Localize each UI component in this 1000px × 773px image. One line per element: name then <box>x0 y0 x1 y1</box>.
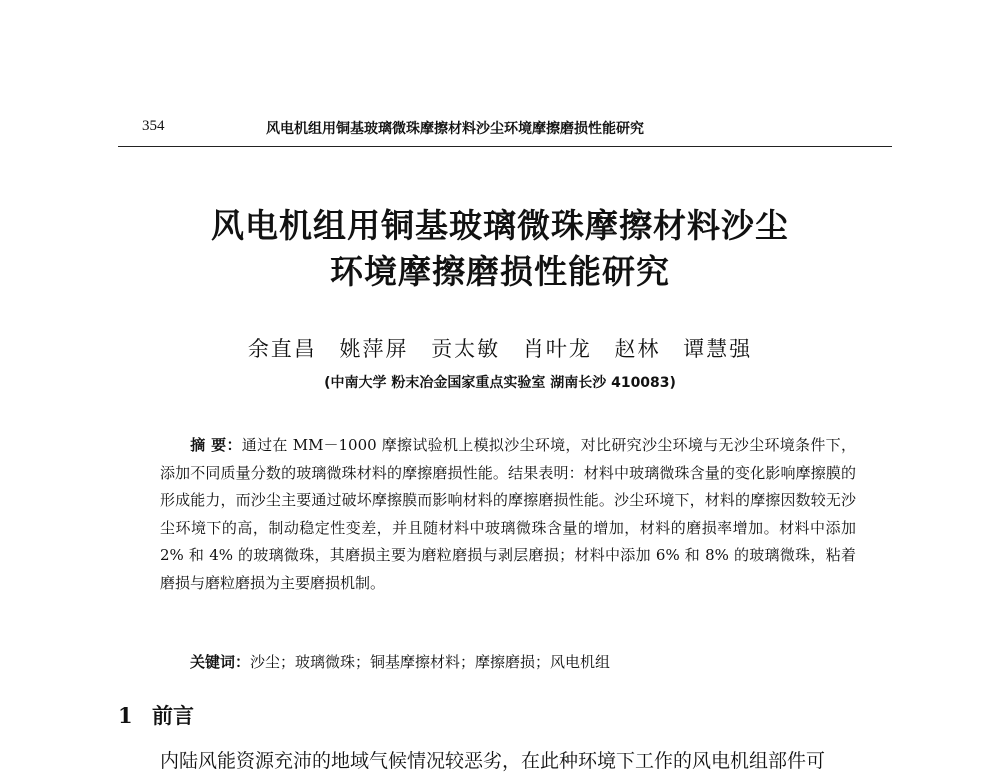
header-rule <box>118 146 892 147</box>
abstract-text: 通过在 MM－1000 摩擦试验机上模拟沙尘环境，对比研究沙尘环境与无沙尘环境条件下，添加不同质量分数的玻璃微珠材料的摩擦磨损性能。结果表明：材料中玻璃微珠含量的变化影响摩擦膜的形成能力，而沙尘主要通过破坏摩擦膜而影响材料的摩擦磨损性能。沙尘环境下，材料的摩擦因数较无沙尘环境下的高，制动稳定性变差，并且随材料中玻璃微珠含量的增加，材料的磨损率增加。材料中添加 2% 和 4% 的玻璃微珠，其磨损主要为磨粒磨损与剥层磨损；材料中添加 6% 和 8% 的玻璃微珠，粘着磨损与磨粒磨损为主要磨损机制。 <box>160 436 856 592</box>
keywords-text: 沙尘；玻璃微珠；铜基摩擦材料；摩擦磨损；风电机组 <box>250 653 611 671</box>
paper-title-line-2: 环境摩擦磨损性能研究 <box>330 252 670 291</box>
body-text-partial: 内陆风能资源充沛的地域气候情况较恶劣，在此种环境下工作的风电机组部件可 <box>160 750 826 772</box>
abstract-label: 摘 要： <box>190 436 242 454</box>
section-number: 1 <box>118 703 133 728</box>
section-heading <box>118 700 194 730</box>
abstract <box>160 432 856 597</box>
page-number: 354 <box>142 118 165 134</box>
running-header <box>118 118 892 148</box>
running-title: 风电机组用铜基玻璃微珠摩擦材料沙尘环境摩擦磨损性能研究 <box>266 121 644 137</box>
author-list: 余直昌 姚萍屏 贡太敏 肖叶龙 赵林 谭慧强 <box>247 337 753 361</box>
section-title: 前言 <box>152 703 194 728</box>
keywords <box>190 651 610 672</box>
affiliation: (中南大学 粉末冶金国家重点实验室 湖南长沙 410083) <box>324 375 676 391</box>
paper-title-line-1: 风电机组用铜基玻璃微珠摩擦材料沙尘 <box>211 206 789 245</box>
keywords-label: 关键词： <box>190 653 251 671</box>
